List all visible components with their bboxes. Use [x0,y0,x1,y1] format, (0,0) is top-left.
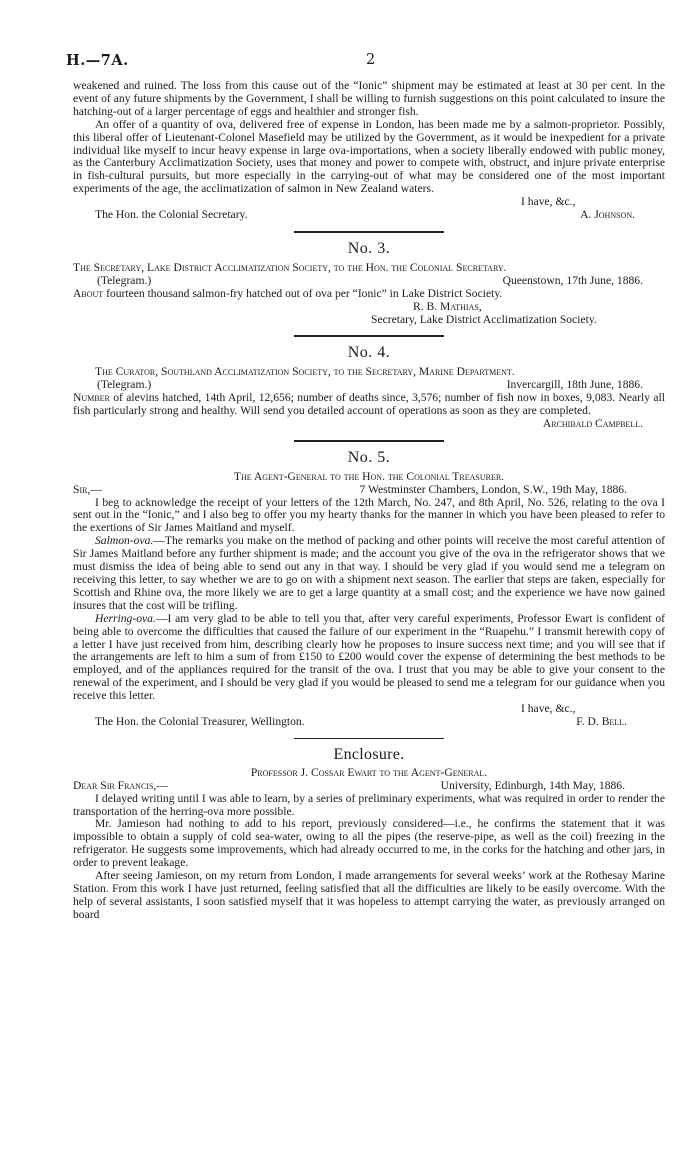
enclosure-dateline [73,780,665,793]
no5-title: The Agent-General to the Hon. the Colonial Treasurer. [233,469,505,483]
section-divider [294,335,444,337]
no5-paragraph-2 [73,535,665,612]
no5-salmon-label: Salmon-ova. [95,534,154,548]
no5-paragraph-3 [73,613,665,703]
no3-place-date: Queenstown, 17th June, 1886. [502,273,643,287]
no5-herring-text: —I am very glad to be able to tell you that, after very careful experiments, Professor Ewart is confident of being able to overcome the difficulties that caused the failure of our experiment in the “Ruapehu.” I transmit herewith copy of a letter I have just received from him, describing clearly how he proposes to insure success next time; and you will see that if the arrangements are left to him a sum of from £150 to £200 would cover the expense of determining the best methods to be employed, and of the appliances required for the transit of the ova. I trust that you may be able to give your consent to the renewal of the experiment, and I should be very glad if you would be pleased to send me a telegram for our guidance when you receive this letter. [73,611,665,703]
no4-signature: Archibald Campbell. [542,416,643,430]
section-heading-no3: No. 3. [347,239,391,257]
no5-sign-row [73,716,665,729]
body-text [73,80,665,922]
no4-text: of alevins hatched, 14th April, 12,656; number of deaths since, 3,576; number of fish now in boxes, 9,083. Nearly all fish particularly strong and healthy. Will send you detailed account of operations as soon as they are completed. [73,391,665,418]
enclosure-place-date: University, Edinburgh, 14th May, 1886. [440,778,625,792]
no3-lead-word: About [73,286,104,300]
no4-body [73,392,665,418]
intro-paragraph-2: An offer of a quantity of ova, delivered free of expense in London, has been made me by a salmon-proprietor. Possibly, this liberal offer of Lieutenant-Colonel Masefield may be utilized by the Government, as it would be inexpedient for a private individual like myself to incur heavy expense in large ova-importations, when a society liberally endowed with public money, as the Canterbury Acclimatization Society, uses that money and power to compete with, obstruct, and injure private enterprise in fish-cultural pursuits, but more especially in the carrying-out of what may be considered one of the most important experiments of the age, the acclimatization of salmon in New Zealand waters. [73,117,665,196]
enclosure-paragraph-2: Mr. Jamieson had nothing to add to his report, previously considered—i.e., he confirms the statement that it was impossible to obtain a supply of cold sea-water, owing to all the pipes (the reserve-pipe, as well as the coil) freezing in the refrigerator. He suggests some improvements, which had already occurred to me, in the corks for the hatching and other jars, in order to prevent leakage. [73,817,665,870]
no4-title: The Curator, Southland Acclimatization Society, to the Secretary, Marine Department. [95,365,515,379]
enclosure-paragraph-3: After seeing Jamieson, on my return from London, I made arrangements for several weeks’ work at the Rothesay Marine Station. From this work I have just returned, feeling satisfied that all the difficulties are likely to be easily overcome. With the help of several assistants, I soon satisfied myself that it was hopeless to attempt carrying the water, as previously arranged on board [73,869,665,921]
enclosure-salutation: Dear Sir Francis,— [73,778,168,792]
section-heading-no4: No. 4. [347,344,391,362]
intro-signature: A. Johnson. [580,208,635,222]
no5-signature: F. D. Bell. [576,714,627,728]
enclosure-paragraph-1: I delayed writing until I was able to learn, by a series of preliminary experiments, what was required in order to render the transportation of the herring-ova more possible. [73,791,665,818]
no4-place-date: Invercargill, 18th June, 1886. [506,378,643,392]
section-divider [294,440,444,442]
no3-body [73,288,665,301]
no5-place-date: 7 Westminster Chambers, London, S.W., 19th May, 1886. [359,482,627,496]
no3-title: The Secretary, Lake District Acclimatization Society, to the Hon. the Colonial Secretary. [73,260,507,274]
enclosure-heading: Enclosure. [333,745,405,763]
page-header [66,52,666,70]
no4-lead-word: Number [73,391,110,405]
intro-sign-row [73,209,665,222]
no5-salmon-text: —The remarks you make on the method of packing and other points will receive the most careful attention of Sir James Maitland before any further shipment is made; and the account you give of the ova in the refrigerator shows that we must dismiss the idea of being able to send out any in that way. I should be very glad if you would send me a telegram on receiving this letter, to say whether we are to go on with a shipment next season. The earlier that steps are taken, especially for Scottish and Rhine ova, the more likely we are to get a large quantity at a small cost; and the experience we have now gained insures that the cost will be trifling. [73,534,665,612]
no3-text: fourteen thousand salmon-fry hatched out of ova per “Ionic” in Lake District Society. [106,286,503,300]
section-divider [294,738,444,739]
intro-addressee: The Hon. the Colonial Secretary. [95,208,248,222]
section-divider [294,231,444,233]
document-reference: H.—7A. [66,52,129,69]
no5-addressee: The Hon. the Colonial Treasurer, Wellington. [95,714,305,728]
no5-salutation: Sir,— [73,482,102,496]
intro-paragraph-1: weakened and ruined. The loss from this cause out of the “Ionic” shipment may be estimated at least at 30 per cent. In the event of any future shipments by the Government, I shall be willing to furnish suggestions on this point calculated to insure the hatching-out of a larger percentage of eggs and healthier and stronger fish. [73,79,665,118]
intro-closing: I have, &c., [521,195,576,209]
no3-signature: R. B. Mathias, [413,299,482,313]
no5-closing: I have, &c., [521,702,576,716]
section-heading-no5: No. 5. [347,448,391,466]
no3-signature-title: Secretary, Lake District Acclimatization Society. [371,312,597,326]
no5-herring-label: Herring-ova. [95,611,156,625]
no5-paragraph-1: I beg to acknowledge the receipt of your letters of the 12th March, No. 247, and 8th April, No. 526, relating to the ova I sent out in the “Ionic,” and I also beg to offer you my hearty thanks for the manner in which you have been pleased to refer to the exertions of Sir James Maitland and myself. [73,495,665,535]
enclosure-title: Professor J. Cossar Ewart to the Agent-General. [250,765,488,779]
no5-dateline [73,484,665,497]
page-number: 2 [366,52,376,68]
no4-telegram-mark: (Telegram.) [97,378,152,392]
no3-telegram-mark: (Telegram.) [97,273,152,287]
